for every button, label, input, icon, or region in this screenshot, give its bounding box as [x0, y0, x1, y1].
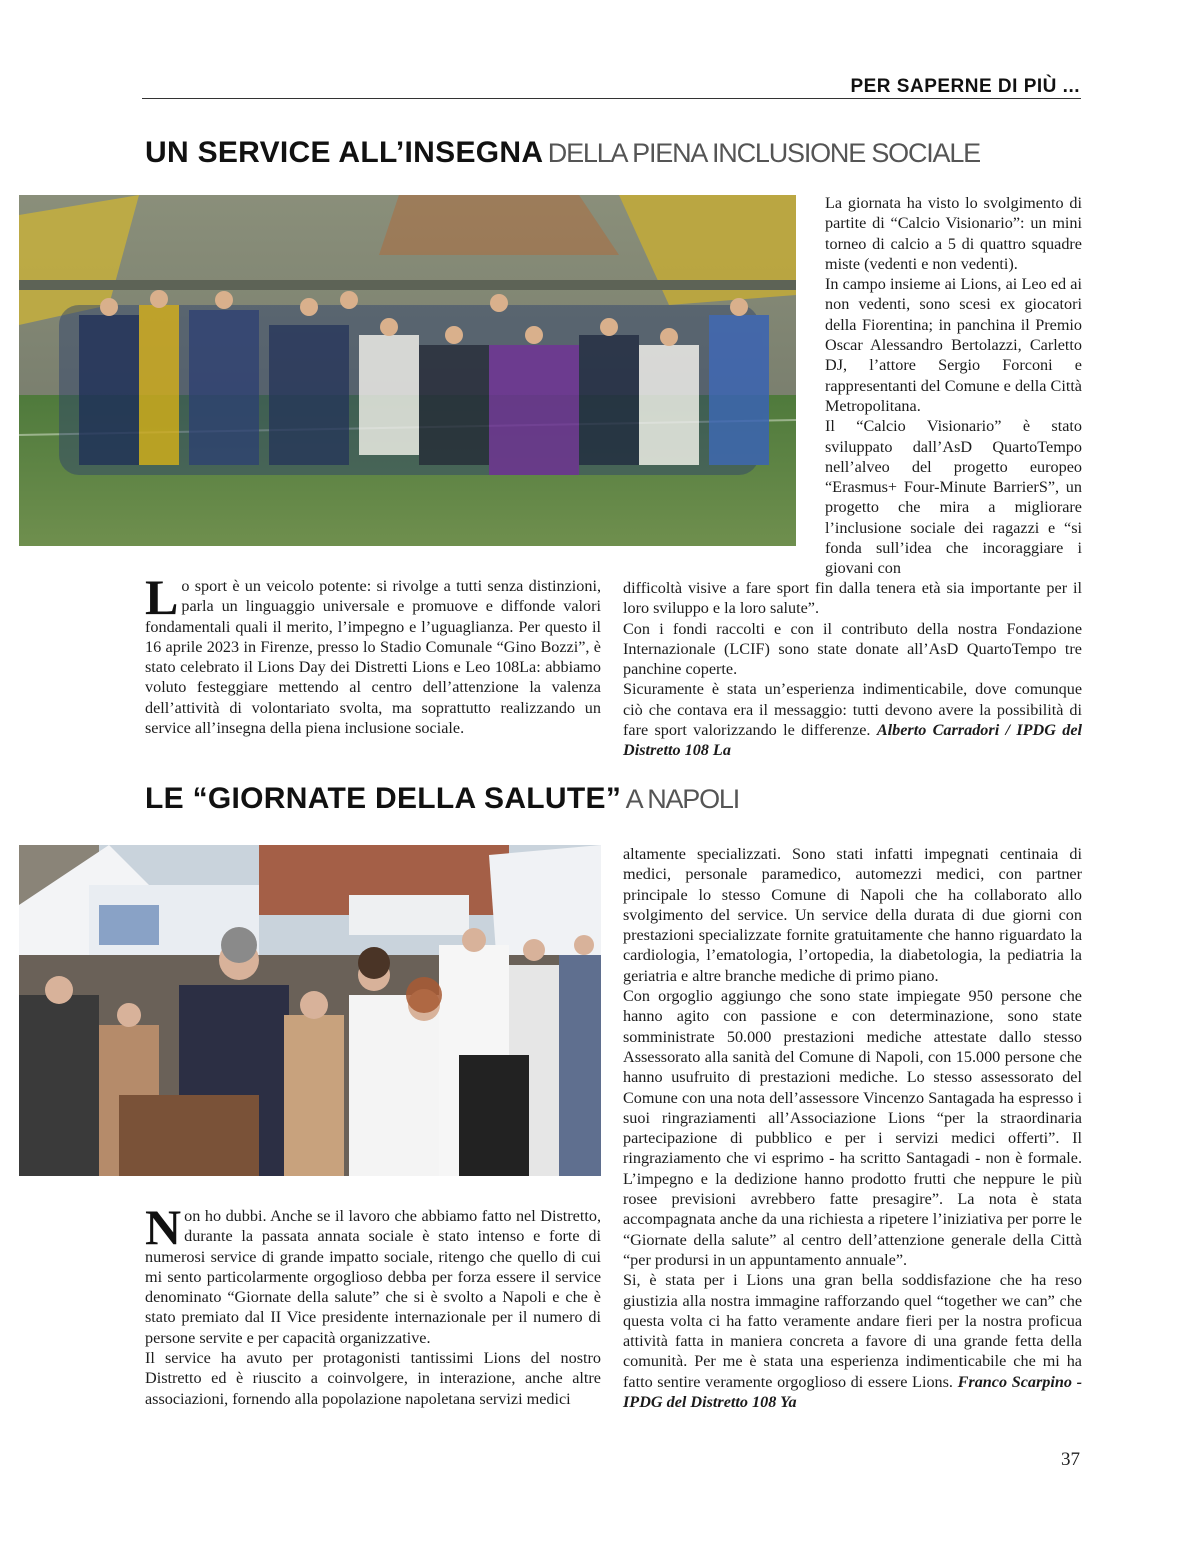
article-2-right-column: [623, 844, 1082, 1412]
paragraph-text: o sport è un veicolo potente: si rivolge a tutti senza distinzioni, parla un linguaggio universale e promuove e diffonde valori fondamentali quali il merito, l’impegno e l’uguaglianza. Per questo il 16 aprile 2023 in Firenze, presso lo Stadio Comunale “Gino Bozzi”, è stato celebrato il Lions Day dei Distretti Lions e Leo 108La: abbiamo voluto festeggiare mettendo al centro dell’attenzione la valenza dell’attività di volontariato svolta, ma soprattutto realizzando un service all’insegna della piena inclusione sociale.: [145, 577, 601, 738]
paragraph-text: Si, è stata per i Lions una gran bella soddisfazione che ha reso giustizia alla nostra immagine rafforzando quel “together we can” che questa volta ci ha fatto veramente andare fieri per la nostra proficua attività fatta in maniera concreta a favore di una grande fetta della comunità. Per me è stata una esperienza indimenticabile che mi ha fatto sentire veramente orgoglioso di essere Lions.: [623, 1271, 1082, 1391]
paragraph: Il service ha avuto per protagonisti tantissimi Lions del nostro Distretto ed è riuscito a coinvolgere, in interazione, anche altre associazioni, fornendo alla popolazione napoletana servizi medici: [145, 1349, 601, 1408]
paragraph: La giornata ha visto lo svolgimento di partite di “Calcio Visionario”: un mini torneo di calcio a 5 di quattro squadre miste (vedenti e non vedenti).: [825, 194, 1082, 273]
section-label: PER SAPERNE DI PIÙ ...: [850, 76, 1080, 97]
article-1-title-light: DELLA PIENA INCLUSIONE SOCIALE: [547, 138, 980, 168]
article-2-left-column: [145, 1199, 601, 1409]
drop-cap: L: [145, 569, 179, 625]
article-1-right-wide-column: [623, 578, 1082, 761]
article-1-title-bold: UN SERVICE ALL’INSEGNA: [145, 136, 544, 169]
article-2-headline: [145, 782, 739, 816]
napoli-event-photo: [19, 845, 601, 1176]
page-number: 37: [1061, 1449, 1080, 1470]
paragraph: Il “Calcio Visionario” è stato sviluppato dall’AsD QuartoTempo nell’alveo del progetto europeo “Erasmus+ Four-Minute BarrierS”, un progetto che mira a migliorare l’inclusione sociale dei ragazzi e “si fonda sull’idea che incoraggiare i giovani con: [825, 417, 1082, 578]
paragraph: In campo insieme ai Lions, ai Leo ed ai non vedenti, sono scesi ex giocatori della Fiorentina; in panchina il Premio Oscar Alessandro Bertolazzi, Carletto DJ, l’attore Sergio Forconi e rappresentanti del Comune e della Città Metropolitana.: [825, 275, 1082, 415]
paragraph: Con i fondi raccolti e con il contributo della nostra Fondazione Internazionale (LCIF) sono state donate all’AsD QuartoTempo tre panchine coperte.: [623, 619, 1082, 679]
article-2-title-light: A NAPOLI: [625, 784, 740, 814]
article-1-right-column: [825, 193, 1082, 579]
paragraph: altamente specializzati. Sono stati infatti impegnati centinaia di medici, personale paramedico, automezzi medici, con partner principale lo stesso Comune di Napoli che ha collaborato allo svolgimento del service. Un service della durata di due giorni con prestazioni specializzate fornite gratuitamente che hanno riguardato la cardiologia, l’ematologia, l’ortopedia, la diabetologia, la pediatria la geriatria e altre branche mediche di primo piano.: [623, 845, 1082, 985]
paragraph: [623, 679, 1082, 760]
paragraph: difficoltà visive a fare sport fin dalla tenera età sia importante per il loro sviluppo e la loro salute”.: [623, 579, 1082, 618]
drop-cap: N: [145, 1199, 182, 1255]
paragraph: [145, 1199, 601, 1348]
paragraph: Con orgoglio aggiungo che sono state impiegate 950 persone che hanno agito con passione e con determinazione, sono state somministrate 50.000 prestazioni mediche attestate dallo stesso Assessorato alla sanità del Comune di Napoli, con 15.000 persone che hanno usufruito di prestazioni mediche. Lo stesso assessorato del Comune con una nota dell’assessore Vincenzo Santagada ha espresso i suoi ringraziamenti all’Associazione Lions “per la straordinaria partecipazione di pubblico e per i servizi medici offerti”. Il ringraziamento che vi esprimo - ha scritto Santagadi - non è formale. L’impegno e la dedizione hanno prodotto frutti che neppure le più rosee previsioni avrebbero fatte presagire”. La nota è stata accompagnata anche da una richiesta a ripetere l’iniziativa per porre le “Giornate della salute” al centro dell’attenzione generale della Città “per prodursi in un appuntamento annuale”.: [623, 987, 1082, 1269]
football-team-photo: [19, 195, 796, 546]
article-1-left-column: [145, 569, 601, 738]
header-rule: [142, 98, 1081, 99]
paragraph-text: Sicuramente è stata un’esperienza indimenticabile, dove comunque ciò che contava era il messaggio: tutti devono avere la possibilità di fare sport valorizzando le differenze.: [623, 680, 1082, 740]
paragraph: [623, 1270, 1082, 1412]
signature: Franco Scarpino - IPDG del Distretto 108 Ya: [623, 1372, 1082, 1412]
article-2-title-bold: LE “GIORNATE DELLA SALUTE”: [145, 782, 622, 815]
article-1-headline: [145, 136, 980, 170]
paragraph: [145, 569, 601, 738]
paragraph-text: on ho dubbi. Anche se il lavoro che abbiamo fatto nel Distretto, durante la passata annata sociale è stato intenso e forte di numerosi service di grande impatto sociale, ritengo che quello di cui mi sento particolarmente orgoglioso debba per forza essere il service denominato “Giornate della salute” che si è svolto a Napoli e che è stato premiato dal II Vice presidente internazionale per il numero di persone servite e per capacità organizzative.: [145, 1207, 601, 1347]
signature: Alberto Carradori / IPDG del Distretto 108 La: [623, 721, 1083, 760]
